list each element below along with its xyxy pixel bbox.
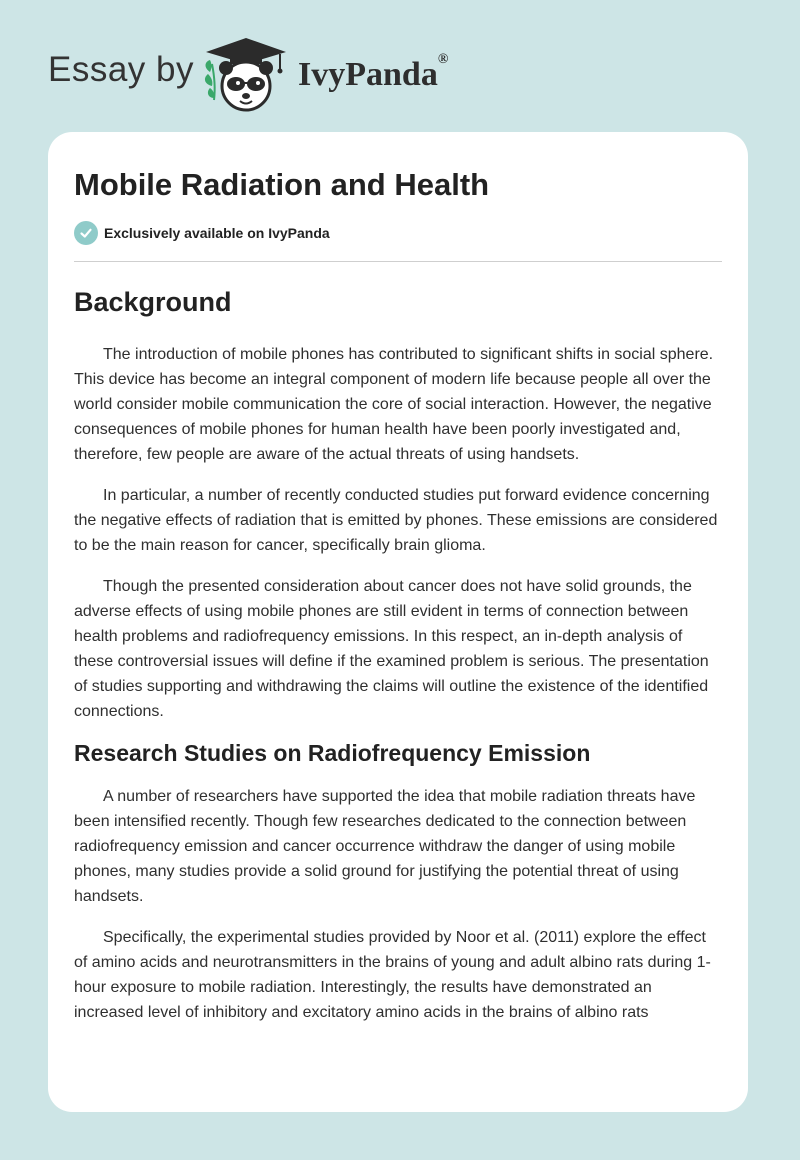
ivypanda-logo-icon[interactable]	[200, 34, 292, 114]
essay-by-label: Essay by	[48, 50, 194, 89]
check-icon	[74, 221, 98, 245]
paragraph: Though the presented consideration about cancer does not have solid grounds, the adverse effects of using mobile phones are still evident in terms of connection between health problems and radiofrequency emissions. In this respect, an in-depth analysis of these controversial issues will define if the examined problem is serious. The presentation of studies supporting and withdrawing the claims will outline the existence of the identified connections.	[74, 578, 709, 720]
page-title: Mobile Radiation and Health	[74, 167, 490, 202]
paragraph: Specifically, the experimental studies provided by Noor et al. (2011) explore the effect of amino acids and neurotransmitters in the brains of young and adult albino rats during 1-hour exposure to mobile radiation. Interestingly, the results have demonstrated an increased level of inhibitory and excitatory amino acids in the brains of albino rats	[74, 929, 711, 1021]
section-heading: Background	[74, 287, 232, 317]
exclusive-label: Exclusively available on IvyPanda	[104, 225, 330, 241]
paragraph: The introduction of mobile phones has contributed to significant shifts in social sphere. This device has become an integral component of modern life because people all over the world consider mobile communication the core of social interaction. However, the negative consequences of mobile phones for human health have been poorly investigated and, therefore, few people are aware of the actual threats of using handsets.	[74, 346, 714, 463]
section-heading: Research Studies on Radiofrequency Emission	[74, 740, 591, 766]
brand-name[interactable]: IvyPanda®	[298, 51, 449, 93]
divider	[74, 261, 722, 262]
essay-card	[48, 132, 748, 1112]
paragraph: In particular, a number of recently conducted studies put forward evidence concerning the negative effects of radiation that is emitted by phones. These emissions are considered to be the main reason for cancer, specifically brain glioma.	[74, 487, 718, 554]
paragraph: A number of researchers have supported the idea that mobile radiation threats have been intensified recently. Though few researches dedicated to the connection between radiofrequency emission and cancer occurrence withdraw the danger of using mobile phones, many studies provide a solid ground for justifying the potential threat of using handsets.	[74, 788, 696, 905]
site-header	[48, 34, 548, 114]
exclusive-badge	[74, 221, 722, 245]
